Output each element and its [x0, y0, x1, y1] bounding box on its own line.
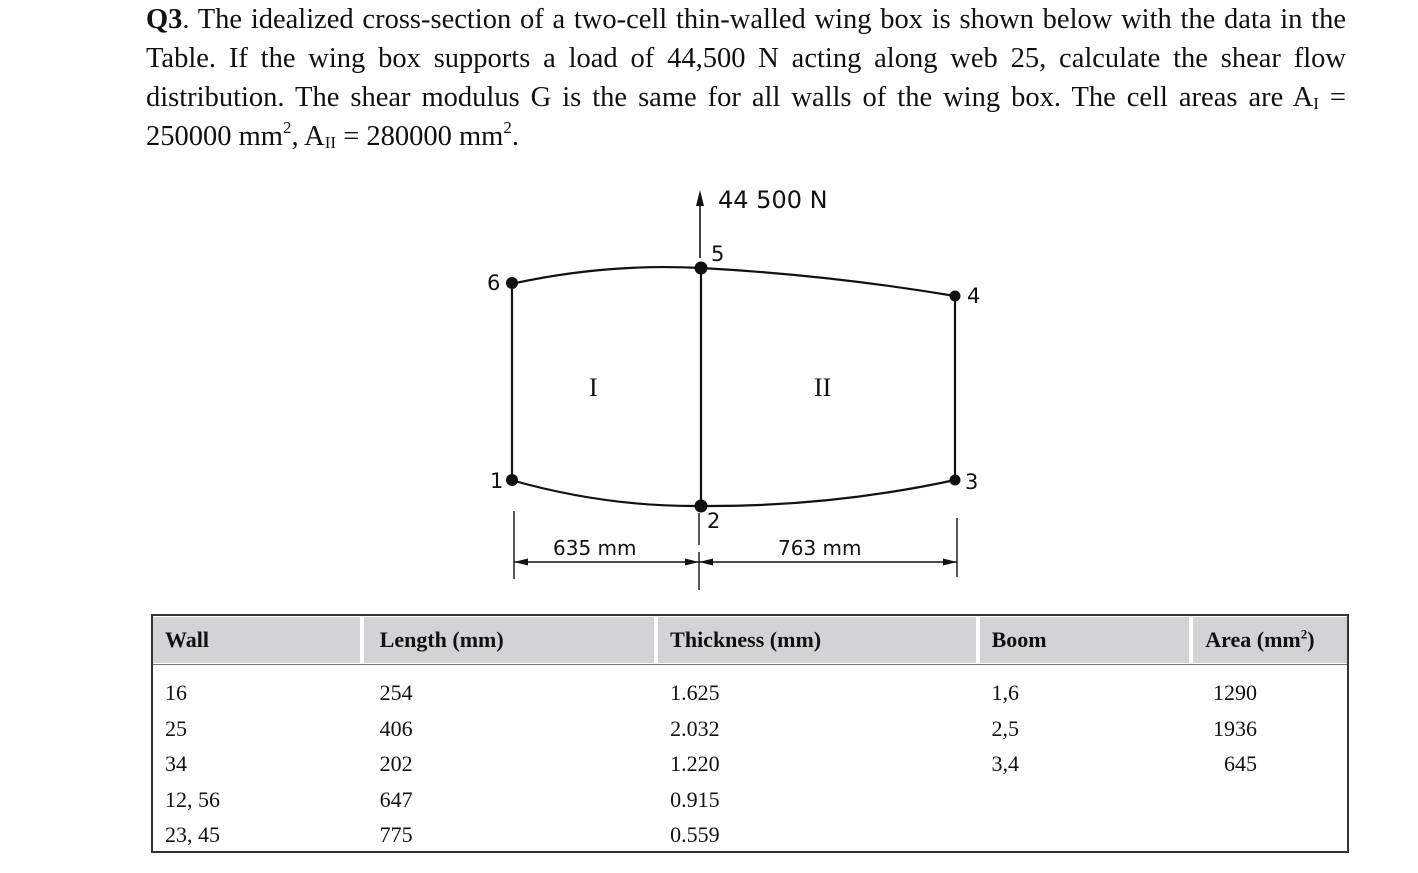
cell-length: 775 [379, 822, 413, 847]
load-label: 44 500 N [718, 186, 828, 214]
cell-wall: 16 [165, 680, 187, 705]
boom-2 [695, 500, 708, 513]
header-area-exponent: 2 [1300, 626, 1308, 642]
boom-label-5: 5 [711, 242, 725, 266]
booms [506, 262, 961, 513]
cell-boom: 3,4 [991, 751, 1019, 776]
cell-area [1193, 782, 1347, 818]
boom-3 [950, 475, 961, 486]
boom-label-6: 6 [487, 271, 501, 295]
cell-wall: 23, 45 [165, 822, 220, 847]
cell-thickness: 2.032 [670, 715, 720, 741]
boom-label-2: 2 [707, 509, 721, 533]
cell-wall: 12, 56 [165, 786, 220, 812]
wall-23 [701, 480, 955, 506]
cell-length: 406 [379, 715, 413, 741]
cell-boom: 1,6 [991, 680, 1019, 705]
question-label: Q3 [146, 4, 183, 35]
dim-label-left: 635 mm [553, 536, 637, 560]
table-row [153, 675, 1347, 711]
header-wall: Wall [153, 617, 364, 663]
boom-label-4: 4 [967, 284, 981, 308]
cell-area-I: = 250000 mm [146, 82, 1346, 152]
wall-data-table [151, 614, 1349, 853]
table-row [153, 746, 1347, 782]
cell-label-II: II [814, 373, 832, 402]
cell-wall: 25 [165, 715, 187, 741]
dim-label-right: 763 mm [778, 536, 862, 560]
header-area-close: ) [1307, 627, 1315, 652]
unit-exponent: 2 [503, 117, 512, 137]
boom-4 [950, 291, 961, 302]
cell-area: 645 [1223, 751, 1257, 776]
cell-length: 202 [379, 751, 413, 776]
cell-thickness: 1.220 [670, 751, 720, 776]
boom-label-1: 1 [490, 469, 504, 493]
table-row [153, 817, 1347, 853]
table-row [153, 782, 1347, 818]
table-header [153, 616, 1347, 664]
header-boom: Boom [980, 617, 1194, 663]
header-area [1193, 617, 1347, 663]
header-area-text: Area (mm [1205, 627, 1301, 652]
header-thickness: Thickness (mm) [658, 617, 979, 663]
cell-thickness: 0.559 [670, 822, 720, 847]
cell-boom [980, 817, 1194, 853]
cell-boom: 2,5 [991, 715, 1019, 741]
cell-area: 1936 [1212, 715, 1257, 741]
boom-5 [695, 262, 708, 275]
cell-length: 254 [379, 680, 413, 705]
wall-56 [511, 267, 701, 284]
boom-label-3: 3 [965, 470, 979, 494]
cell-area: 1290 [1212, 680, 1257, 705]
sentence-end: . [511, 121, 519, 152]
cell-boom [980, 782, 1194, 818]
wall-45 [701, 268, 955, 296]
cell-thickness: 0.915 [670, 786, 720, 812]
unit-exponent: 2 [282, 117, 292, 137]
table-row [153, 711, 1347, 747]
cell-wall: 34 [165, 751, 187, 776]
load-arrow [696, 190, 704, 258]
cell-subscript-I: I [1313, 94, 1319, 113]
header-length: Length (mm) [364, 617, 659, 663]
cell-thickness: 1.625 [670, 680, 720, 705]
cell-subscript-II: II [324, 133, 337, 152]
cell-length: 647 [379, 786, 413, 812]
cell-area [1193, 817, 1347, 853]
cell-area-II: = 280000 mm [336, 121, 504, 152]
table-body [153, 675, 1347, 853]
cell-label-I: I [589, 373, 598, 402]
boom-1 [506, 474, 518, 486]
header-divider [153, 664, 1347, 665]
separator: , A [291, 121, 325, 152]
wall-12 [511, 480, 701, 506]
boom-6 [506, 277, 518, 289]
question-body: . The idealized cross-section of a two-cell thin-walled wing box is shown below with the data in the Table. If the wing box supports a load of 44,500 N acting along web 25, calculate the shear flow distribution. The shear modulus G is the same for all walls of the wing box. The cell areas are A [146, 4, 1346, 113]
